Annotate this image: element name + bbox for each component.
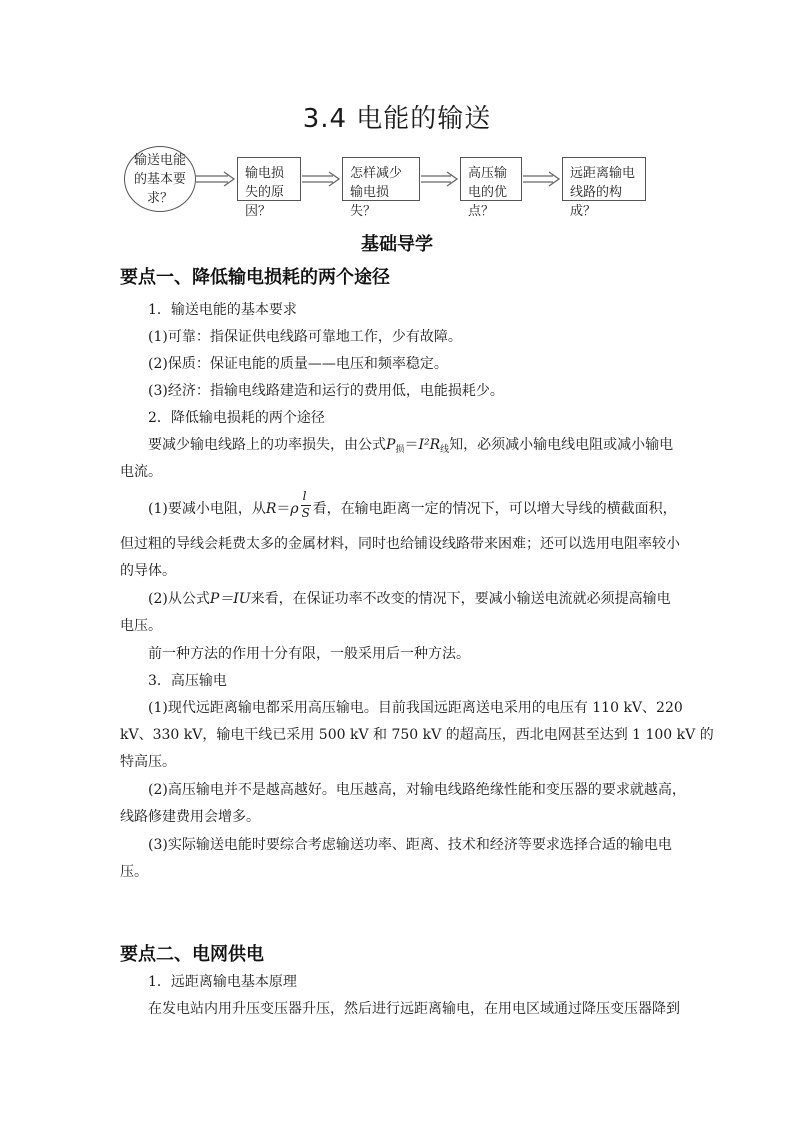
- point1-sub3: (3)经济：指输电线路建造和运行的费用低，电能损耗少。: [148, 383, 504, 399]
- paragraph-f-line1: (2)高压输电并不是越高越好。电压越高，对输电线路绝缘性能和变压器的要求就越高，: [148, 782, 686, 798]
- paragraph-e-line3: 特高压。: [120, 754, 176, 770]
- formula-PIU: P＝IU: [209, 591, 251, 607]
- paragraph-a-line2: 电流。: [120, 464, 162, 480]
- formula-P: P: [386, 437, 396, 453]
- formula-eq: ＝: [404, 437, 419, 453]
- point1-item3: 3．高压输电: [148, 673, 227, 689]
- paragraph-a-line1: [148, 434, 673, 455]
- formula-R: R: [265, 501, 277, 517]
- paragraph-e-line2: kV、330 kV，输电干线已采用 500 kV 和 750 kV 的超高压，西北电网甚至达到 1 100 kV 的: [120, 727, 714, 743]
- paragraph-c-tail: 来看，在保证功率不改变的情况下，要减小输送电流就必须提高输电: [250, 591, 671, 607]
- paragraph-c-line1: [148, 588, 671, 608]
- paragraph-f-line2: 线路修建费用会增多。: [120, 809, 260, 825]
- point1-sub1: (1)可靠：指保证供电线路可靠地工作，少有故障。: [148, 329, 462, 345]
- flow-arrow-1: [196, 172, 234, 186]
- flow-node-5: 远距离输电线路的构成？: [562, 157, 646, 201]
- flow-node-3: 怎样减少输电损失？: [342, 157, 420, 201]
- point2-item1: 1．远距离输电基本原理: [148, 974, 297, 990]
- formula-sub-loss: 损: [395, 445, 405, 455]
- paragraph-b-text: (1)要减小电阻，从: [148, 501, 266, 517]
- point1-item1: 1．输送电能的基本要求: [148, 302, 297, 318]
- point2-paragraph: 在发电站内用升压变压器升压，然后进行远距离输电，在用电区域通过降压变压器降到: [148, 1001, 680, 1017]
- paragraph-a-tail: 知，必须减小输电线电阻或减小输电: [449, 437, 674, 453]
- point1-heading: 要点一、降低输电损耗的两个途径: [120, 267, 390, 288]
- flow-arrow-4: [523, 172, 559, 186]
- flow-arrow-2: [302, 172, 339, 186]
- paragraph-b-line3: 的导体。: [120, 563, 176, 579]
- flow-node-1: 输送电能的基本要求？: [124, 146, 196, 212]
- paragraph-g-line1: (3)实际输送电能时要综合考虑输送功率、距离、技术和经济等要求选择合适的输电电: [148, 837, 672, 853]
- formula-fraction: [301, 489, 311, 520]
- point2-heading: 要点二、电网供电: [120, 944, 264, 965]
- concept-flowchart: [0, 140, 794, 220]
- paragraph-d: 前一种方法的作用十分有限，一般采用后一种方法。: [148, 646, 470, 662]
- formula-rho: ρ: [290, 501, 299, 517]
- paragraph-b-tail: 看，在输电距离一定的情况下，可以增大导线的横截面积，: [312, 501, 677, 517]
- page-title: 3.4 电能的输送: [302, 104, 492, 134]
- formula-sub-line: 线: [440, 445, 450, 455]
- formula-l: l: [302, 489, 307, 503]
- section-title: 基础导学: [361, 234, 433, 255]
- flow-arrow-3: [421, 172, 457, 186]
- paragraph-e-line1: (1)现代远距离输电都采用高压输电。目前我国远距离送电采用的电压有 110 kV、220: [148, 700, 683, 716]
- paragraph-g-line2: 压。: [120, 864, 148, 880]
- point1-item2: 2．降低输电损耗的两个途径: [148, 410, 325, 426]
- formula-S: S: [301, 506, 310, 520]
- paragraph-b-line2: 但过粗的导线会耗费太多的金属材料，同时也给铺设线路带来困难；还可以选用电阻率较小: [120, 536, 680, 552]
- formula-I2R: I²R: [418, 437, 441, 453]
- point1-sub2: (2)保质：保证电能的质量——电压和频率稳定。: [148, 356, 448, 372]
- paragraph-a-text: 要减少输电线路上的功率损失，由公式: [148, 437, 386, 453]
- paragraph-b-line1: [148, 489, 677, 520]
- formula-eq2: ＝: [276, 501, 291, 517]
- paragraph-c-text: (2)从公式: [148, 591, 210, 607]
- flow-node-2: 输电损失的原因？: [237, 157, 301, 201]
- flow-node-4: 高压输电的优点？: [460, 157, 522, 201]
- paragraph-c-line2: 电压。: [120, 618, 162, 634]
